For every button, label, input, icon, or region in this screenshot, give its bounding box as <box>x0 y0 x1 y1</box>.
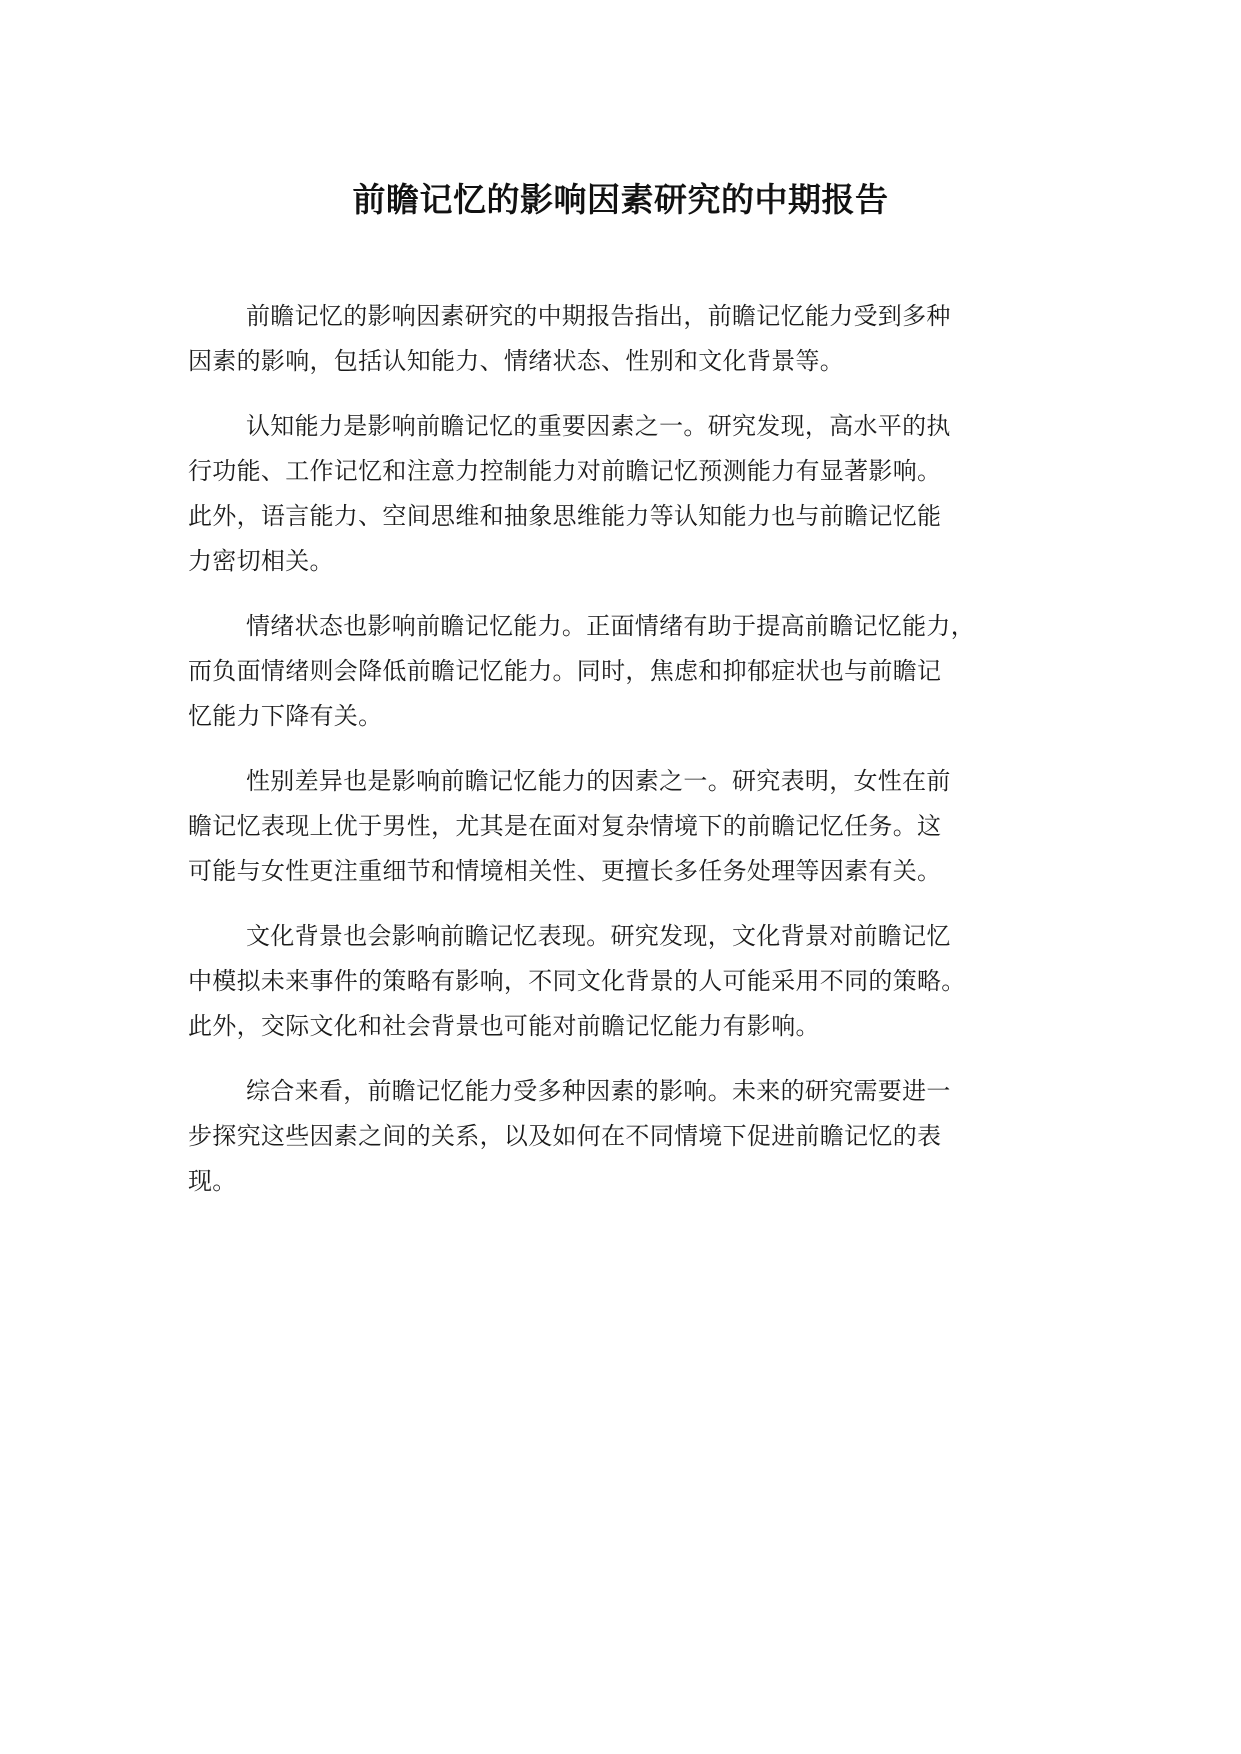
paragraph <box>188 914 1068 1049</box>
paragraph-line: 此外，交际文化和社会背景也可能对前瞻记忆能力有影响。 <box>188 1012 820 1040</box>
paragraph-line: 性别差异也是影响前瞻记忆能力的因素之一。研究表明，女性在前 <box>246 767 951 795</box>
document-title: 前瞻记忆的影响因素研究的中期报告 <box>352 180 889 219</box>
paragraph-line: 力密切相关。 <box>188 547 334 575</box>
paragraph <box>188 1069 1068 1204</box>
paragraph <box>188 604 1068 739</box>
paragraph-line: 文化背景也会影响前瞻记忆表现。研究发现，文化背景对前瞻记忆 <box>246 922 951 950</box>
paragraph-line: 瞻记忆表现上优于男性，尤其是在面对复杂情境下的前瞻记忆任务。这 <box>188 812 942 840</box>
paragraph-line: 情绪状态也影响前瞻记忆能力。正面情绪有助于提高前瞻记忆能力， <box>246 612 975 640</box>
paragraph-line: 综合来看，前瞻记忆能力受多种因素的影响。未来的研究需要进一 <box>246 1077 951 1105</box>
paragraph-line: 行功能、工作记忆和注意力控制能力对前瞻记忆预测能力有显著影响。 <box>188 457 942 485</box>
paragraph-line: 因素的影响，包括认知能力、情绪状态、性别和文化背景等。 <box>188 347 845 375</box>
document-body <box>188 294 1068 1224</box>
paragraph-line: 中模拟未来事件的策略有影响，不同文化背景的人可能采用不同的策略。 <box>188 967 966 995</box>
paragraph-line: 步探究这些因素之间的关系，以及如何在不同情境下促进前瞻记忆的表 <box>188 1122 942 1150</box>
paragraph-line: 现。 <box>188 1167 237 1195</box>
paragraph-line: 可能与女性更注重细节和情境相关性、更擅长多任务处理等因素有关。 <box>188 857 942 885</box>
paragraph-line: 此外，语言能力、空间思维和抽象思维能力等认知能力也与前瞻记忆能 <box>188 502 942 530</box>
paragraph-line: 而负面情绪则会降低前瞻记忆能力。同时，焦虑和抑郁症状也与前瞻记 <box>188 657 942 685</box>
paragraph <box>188 759 1068 894</box>
paragraph-line: 认知能力是影响前瞻记忆的重要因素之一。研究发现，高水平的执 <box>246 412 951 440</box>
paragraph-line: 前瞻记忆的影响因素研究的中期报告指出，前瞻记忆能力受到多种 <box>246 302 951 330</box>
paragraph-line: 忆能力下降有关。 <box>188 702 383 730</box>
paragraph <box>188 294 1068 384</box>
paragraph <box>188 404 1068 584</box>
